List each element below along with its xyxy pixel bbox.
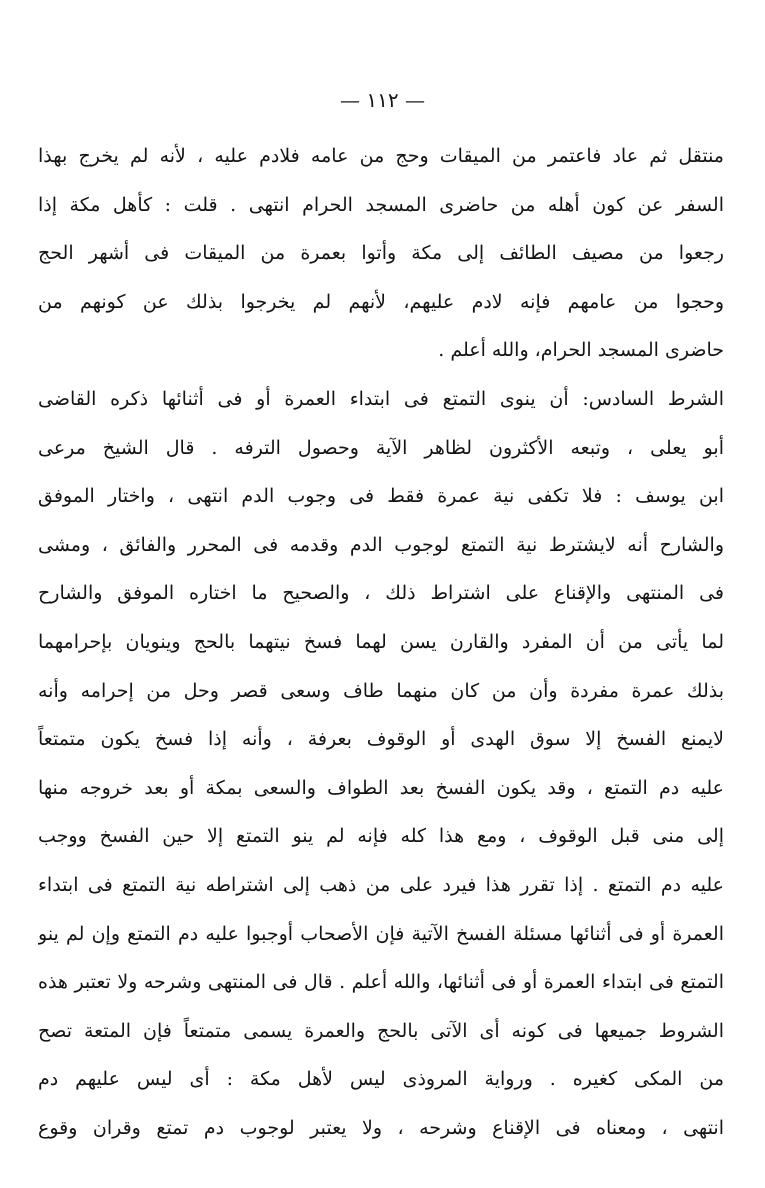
text-line: عليه دم التمتع . إذا تقرر هذا فيرد على من ذهب إلى اشتراطه نية التمتع فى ابتداء: [38, 873, 724, 896]
text-line: عليه دم التمتع ، وقد يكون الفسخ بعد الطواف والسعى بمكة أو بعد خروجه منها: [38, 776, 724, 799]
text-line: حاضرى المسجد الحرام، والله أعلم .: [438, 339, 724, 362]
text-line: فى المنتهى والإقناع على اشتراط ذلك ، والصحيح ما اختاره الموفق والشارح: [38, 582, 724, 605]
text-line: أبو يعلى ، وتبعه الأكثرون لظاهر الآية وحصول الترفه . قال الشيخ مرعى: [38, 436, 724, 459]
text-line: العمرة أو فى أثنائها مسئلة الفسخ الآتية فإن الأصحاب أوجبوا عليه دم التمتع وإن لم ينو: [38, 922, 724, 945]
text-line: الشرط السادس: أن ينوى التمتع فى ابتداء العمرة أو فى أثنائها ذكره القاضى: [38, 387, 724, 410]
body-text: [38, 132, 724, 1152]
text-line: رجعوا من مصيف الطائف إلى مكة وأتوا بعمرة من الميقات فى أشهر الحج: [38, 242, 724, 265]
text-line: منتقل ثم عاد فاعتمر من الميقات وحج من عامه فلادم عليه ، لأنه لم يخرج بهذا: [38, 145, 724, 167]
text-line: لايمنع الفسخ إلا سوق الهدى أو الوقوف بعرفة ، وأنه إذا فسخ يكون متمتعاً: [38, 728, 724, 751]
text-line: من المكى كغيره . ورواية المروذى ليس لأهل مكة : أى ليس عليهم دم: [38, 1068, 724, 1091]
text-line: إلى منى قبل الوقوف ، ومع هذا كله فإنه لم ينو التمتع إلا حين الفسخ ووجب: [38, 825, 724, 848]
text-line: وحجوا من عامهم فإنه لادم عليهم، لأنهم لم يخرجوا بذلك عن كونهم من: [38, 290, 724, 313]
text-line: التمتع فى ابتداء العمرة أو فى أثنائها، والله أعلم . قال فى المنتهى وشرحه ولا تعتبر هذه: [38, 971, 724, 994]
text-line: بذلك عمرة مفردة وأن من كان منهما طاف وسعى قصر وحل من إحرامه وأنه: [38, 679, 724, 702]
text-line: والشارح أنه لايشترط نية التمتع لوجوب الدم وقدمه فى المحرر والفائق ، ومشى: [38, 533, 724, 556]
text-line: لما يأتى من أن المفرد والقارن يسن لهما فسخ نيتهما بالحج وينويان بإحرامهما: [38, 630, 724, 653]
text-line: ابن يوسف : فلا تكفى نية عمرة فقط فى وجوب الدم انتهى ، واختار الموفق: [38, 485, 724, 508]
text-line: الشروط جميعها فى كونه أى الآتى بالحج والعمرة يسمى متمتعاً فإن المتعة تصح: [38, 1019, 724, 1042]
text-line: السفر عن كون أهله من حاضرى المسجد الحرام انتهى . قلت : كأهل مكة إذا: [38, 193, 724, 216]
text-line: انتهى ، ومعناه فى الإقناع وشرحه ، ولا يعتبر لوجوب دم تمتع وقران وقوع: [38, 1116, 724, 1139]
page-number: — ١١٢ —: [340, 88, 425, 112]
